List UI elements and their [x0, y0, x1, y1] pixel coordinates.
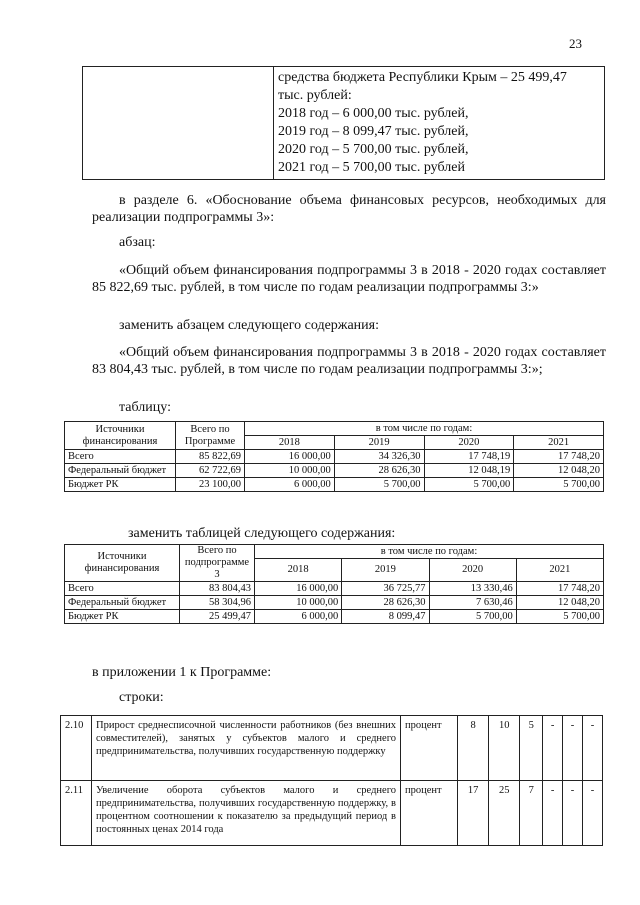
- row-value: 13 330,46: [429, 582, 516, 596]
- row-value: 10 000,00: [245, 464, 335, 478]
- summary-line: 2020 год – 5 700,00 тыс. рублей,: [278, 142, 469, 157]
- header-source: Источники финансирования: [65, 545, 180, 582]
- row-value: -: [563, 716, 583, 781]
- header-year: 2019: [334, 436, 424, 450]
- row-value: -: [543, 781, 563, 846]
- row-value: 17 748,19: [424, 450, 514, 464]
- row-value: -: [563, 781, 583, 846]
- table-row: [65, 478, 604, 492]
- row-value: 5: [520, 716, 543, 781]
- header-years: в том числе по годам:: [245, 422, 604, 436]
- header-total: Всего по Программе: [176, 422, 245, 450]
- row-value: 7 630,46: [429, 596, 516, 610]
- page-number: 23: [569, 36, 582, 51]
- header-year: 2018: [255, 559, 342, 582]
- row-value: 17 748,20: [516, 582, 603, 596]
- row-number: 2.10: [61, 716, 92, 781]
- summary-line: средства бюджета Республики Крым – 25 499,47: [278, 70, 567, 85]
- stroki-label: строки:: [119, 690, 164, 705]
- row-value: -: [583, 716, 603, 781]
- row-value: 28 626,30: [342, 596, 429, 610]
- empty-cell: [83, 67, 274, 180]
- row-text: Увеличение оборота субъектов малого и среднего предпринимательства, получивших государственную поддержку, в процентном соотношении к показателю за предыдущий период в постоянных ценах 2014 года: [92, 781, 401, 846]
- summary-line: тыс. рублей:: [278, 88, 352, 103]
- row-label: Всего: [65, 582, 180, 596]
- new-finance-table: [64, 544, 604, 624]
- appendix-table: [60, 715, 603, 846]
- row-value: 5 700,00: [429, 610, 516, 624]
- row-value: 16 000,00: [255, 582, 342, 596]
- row-total: 23 100,00: [176, 478, 245, 492]
- abzac-label: абзац:: [119, 235, 156, 250]
- row-value: -: [583, 781, 603, 846]
- table-row: [65, 596, 604, 610]
- header-year: 2020: [429, 559, 516, 582]
- row-label: Федеральный бюджет: [65, 464, 176, 478]
- header-year: 2021: [516, 559, 603, 582]
- funding-summary-table: [82, 66, 605, 180]
- row-value: 5 700,00: [514, 478, 604, 492]
- row-value: 10 000,00: [255, 596, 342, 610]
- row-value: 7: [520, 781, 543, 846]
- row-value: 36 725,77: [342, 582, 429, 596]
- row-value: 28 626,30: [334, 464, 424, 478]
- row-value: 6 000,00: [255, 610, 342, 624]
- old-text-paragraph: «Общий объем финансирования подпрограммы 3 в 2018 - 2020 годах составляет 85 822,69 тыс. рублей, в том числе по годам реализации подпрограммы 3:»: [92, 263, 606, 295]
- row-value: 25: [489, 781, 520, 846]
- summary-line: 2018 год – 6 000,00 тыс. рублей,: [278, 106, 469, 121]
- row-unit: процент: [401, 781, 458, 846]
- row-value: 34 326,30: [334, 450, 424, 464]
- header-year: 2019: [342, 559, 429, 582]
- appendix-label: в приложении 1 к Программе:: [92, 665, 272, 680]
- row-value: 12 048,20: [514, 464, 604, 478]
- row-label: Всего: [65, 450, 176, 464]
- row-label: Федеральный бюджет: [65, 596, 180, 610]
- row-value: 8 099,47: [342, 610, 429, 624]
- row-value: 16 000,00: [245, 450, 335, 464]
- old-finance-table: [64, 421, 604, 492]
- row-value: 8: [458, 716, 489, 781]
- replace-abzac-label: заменить абзацем следующего содержания:: [119, 318, 379, 333]
- row-label: Бюджет РК: [65, 478, 176, 492]
- summary-line: 2021 год – 5 700,00 тыс. рублей: [278, 160, 465, 175]
- row-value: -: [543, 716, 563, 781]
- replace-table-label: заменить таблицей следующего содержания:: [128, 526, 396, 541]
- row-value: 12 048,20: [516, 596, 603, 610]
- row-value: 5 700,00: [334, 478, 424, 492]
- row-total: 83 804,43: [180, 582, 255, 596]
- row-total: 58 304,96: [180, 596, 255, 610]
- header-source: Источники финансирования: [65, 422, 176, 450]
- row-value: 17: [458, 781, 489, 846]
- table-row: [65, 610, 604, 624]
- table-row: [65, 582, 604, 596]
- row-value: 5 700,00: [424, 478, 514, 492]
- summary-line: 2019 год – 8 099,47 тыс. рублей,: [278, 124, 469, 139]
- row-label: Бюджет РК: [65, 610, 180, 624]
- row-text: Прирост среднесписочной численности работников (без внешних совместителей), занятых у субъектов малого и среднего предпринимательства, получивших государственную поддержку: [92, 716, 401, 781]
- tablicu-label: таблицу:: [119, 400, 171, 415]
- row-total: 25 499,47: [180, 610, 255, 624]
- header-years: в том числе по годам:: [255, 545, 604, 559]
- row-number: 2.11: [61, 781, 92, 846]
- table-row: [65, 464, 604, 478]
- table-row: [61, 716, 603, 781]
- table-row: [61, 781, 603, 846]
- row-unit: процент: [401, 716, 458, 781]
- row-total: 62 722,69: [176, 464, 245, 478]
- header-total: Всего по подпрограмме 3: [180, 545, 255, 582]
- row-value: 10: [489, 716, 520, 781]
- row-value: 12 048,19: [424, 464, 514, 478]
- header-year: 2018: [245, 436, 335, 450]
- row-value: 17 748,20: [514, 450, 604, 464]
- row-total: 85 822,69: [176, 450, 245, 464]
- header-year: 2021: [514, 436, 604, 450]
- new-text-paragraph: «Общий объем финансирования подпрограммы 3 в 2018 - 2020 годах составляет 83 804,43 тыс. рублей, в том числе по годам реализации подпрограммы 3:»;: [92, 345, 606, 377]
- table-row: [65, 450, 604, 464]
- header-year: 2020: [424, 436, 514, 450]
- section6-paragraph: в разделе 6. «Обоснование объема финансовых ресурсов, необходимых для реализации подпрограммы 3»:: [92, 193, 606, 225]
- funding-summary-cell: [274, 67, 605, 180]
- row-value: 6 000,00: [245, 478, 335, 492]
- row-value: 5 700,00: [516, 610, 603, 624]
